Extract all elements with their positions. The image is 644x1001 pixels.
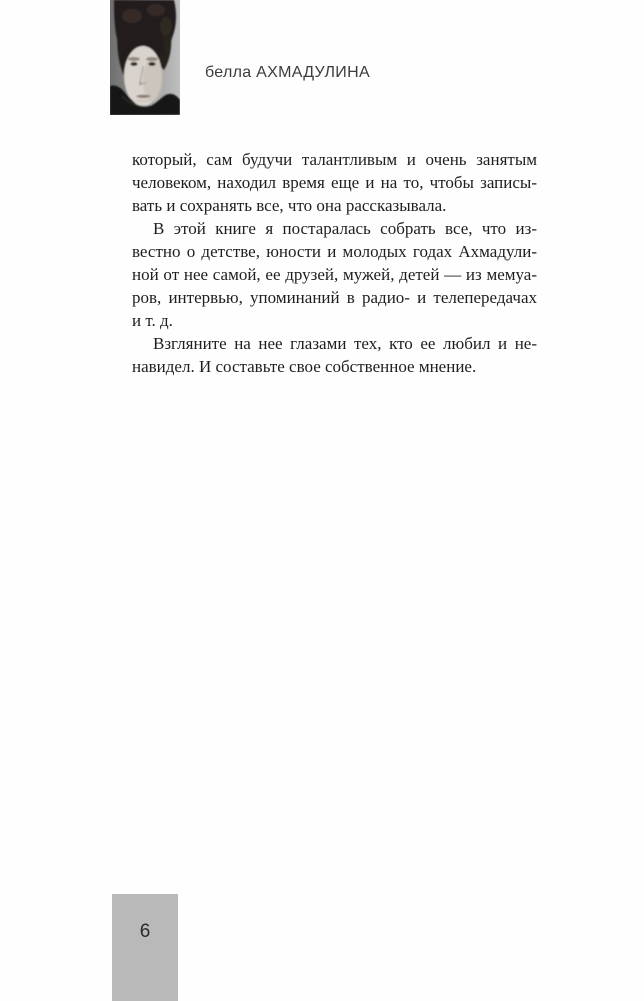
body-text-line: навидел. И составьте свое собственное мнение. xyxy=(132,357,477,376)
body-text-line: и т. д. xyxy=(132,311,173,330)
body-text-line: который, сам будучи талантливым и очень занятым xyxy=(132,150,537,169)
body-text-line: Взгляните на нее глазами тех, кто ее любил и не- xyxy=(153,334,537,353)
body-text-line: вать и сохранять все, что она рассказывала. xyxy=(132,196,447,215)
author-portrait-photo xyxy=(110,0,180,115)
page-number-box xyxy=(112,894,178,1001)
body-text-line: В этой книге я постаралась собрать все, что из- xyxy=(153,219,537,238)
author-name: белла АХМАДУЛИНА xyxy=(205,64,370,81)
body-text-line: ной от нее самой, ее друзей, мужей, детей — из мемуа- xyxy=(132,265,537,284)
portrait-photo-graphic xyxy=(110,0,180,115)
page-number: 6 xyxy=(139,921,151,942)
body-text-line: вестно о детстве, юности и молодых годах Ахмадули- xyxy=(132,242,537,261)
body-text xyxy=(132,148,537,378)
body-text-line: человеком, находил время еще и на то, чтобы записы- xyxy=(132,173,537,192)
body-text-line: ров, интервью, упоминаний в радио- и телепередачах xyxy=(132,288,537,307)
